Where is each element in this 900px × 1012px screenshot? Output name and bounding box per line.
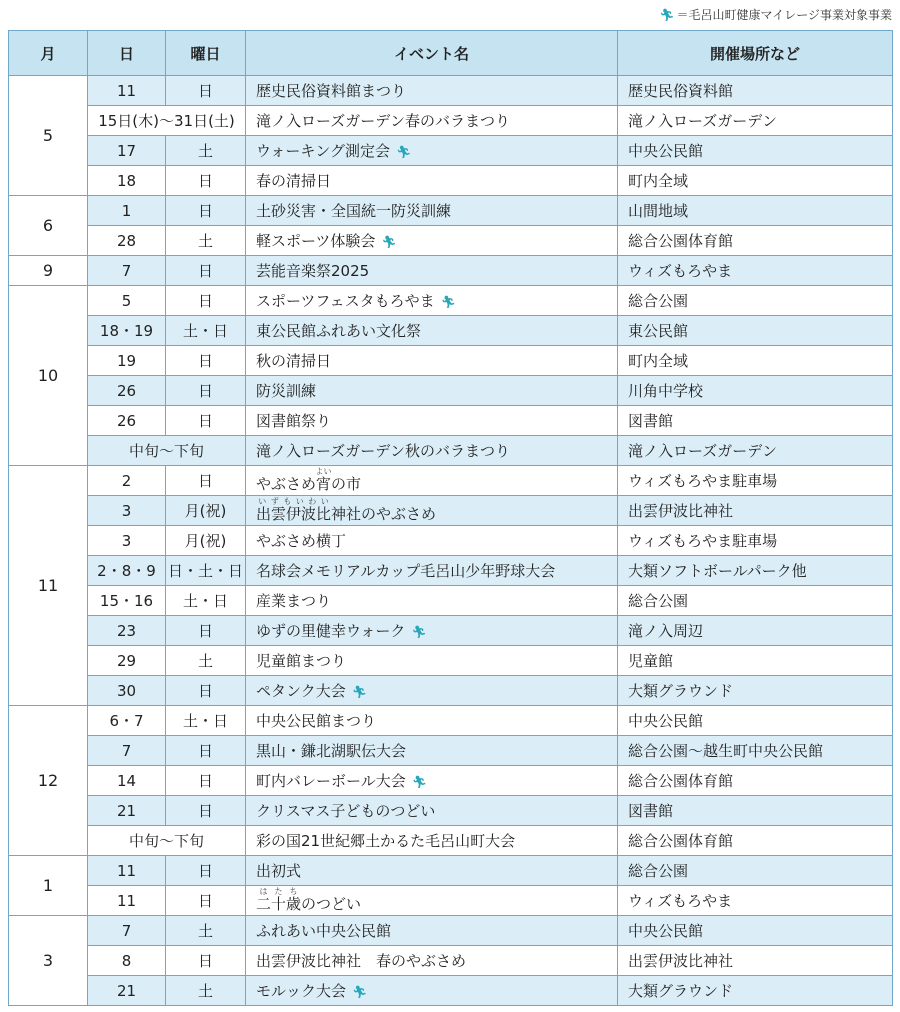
place-cell: 大類グラウンド <box>618 676 893 706</box>
table-row <box>9 316 893 346</box>
day-cell: 6・7 <box>88 706 166 736</box>
date-range-cell: 中旬～下旬 <box>88 826 246 856</box>
day-cell: 5 <box>88 286 166 316</box>
table-row <box>9 976 893 1006</box>
event-name-cell: 出雲伊波比いずもいわい神社のやぶさめ <box>246 496 618 526</box>
walking-points-icon: 🏃︎ <box>351 685 367 699</box>
event-name-cell: スポーツフェスタもろやま 🏃︎ <box>246 286 618 316</box>
month-cell: 3 <box>9 916 88 1006</box>
event-name-cell: モルック大会 🏃︎ <box>246 976 618 1006</box>
date-range-cell: 15日(木)～31日(土) <box>88 106 246 136</box>
event-name-cell: ウォーキング測定会 🏃︎ <box>246 136 618 166</box>
weekday-cell: 日 <box>166 676 246 706</box>
table-row <box>9 166 893 196</box>
place-cell: 出雲伊波比神社 <box>618 496 893 526</box>
place-cell: ウィズもろやま <box>618 256 893 286</box>
day-cell: 15・16 <box>88 586 166 616</box>
event-name-cell: 産業まつり <box>246 586 618 616</box>
month-cell: 11 <box>9 466 88 706</box>
weekday-cell: 日 <box>166 886 246 916</box>
event-name-cell: 軽スポーツ体験会 🏃︎ <box>246 226 618 256</box>
table-row <box>9 286 893 316</box>
day-cell: 11 <box>88 856 166 886</box>
event-name-cell: 滝ノ入ローズガーデン秋のバラまつり <box>246 436 618 466</box>
weekday-cell: 月(祝) <box>166 526 246 556</box>
day-cell: 3 <box>88 496 166 526</box>
day-cell: 2 <box>88 466 166 496</box>
weekday-cell: 日 <box>166 346 246 376</box>
table-row <box>9 496 893 526</box>
month-cell: 12 <box>9 706 88 856</box>
place-cell: 歴史民俗資料館 <box>618 76 893 106</box>
table-row <box>9 466 893 496</box>
table-row <box>9 946 893 976</box>
table-row <box>9 346 893 376</box>
event-name-cell: 出初式 <box>246 856 618 886</box>
weekday-cell: 日・土・日 <box>166 556 246 586</box>
date-range-cell: 中旬～下旬 <box>88 436 246 466</box>
place-cell: 総合公園体育館 <box>618 766 893 796</box>
weekday-cell: 日 <box>166 856 246 886</box>
day-cell: 11 <box>88 886 166 916</box>
table-row <box>9 406 893 436</box>
walking-points-icon: 🏃︎ <box>659 7 675 22</box>
day-cell: 28 <box>88 226 166 256</box>
table-row <box>9 586 893 616</box>
weekday-cell: 日 <box>166 406 246 436</box>
month-cell: 6 <box>9 196 88 256</box>
weekday-cell: 日 <box>166 766 246 796</box>
day-cell: 8 <box>88 946 166 976</box>
table-row <box>9 706 893 736</box>
table-row <box>9 106 893 136</box>
event-name-cell: 出雲伊波比神社 春のやぶさめ <box>246 946 618 976</box>
day-cell: 18 <box>88 166 166 196</box>
place-cell: 図書館 <box>618 796 893 826</box>
event-name-cell: 町内バレーボール大会 🏃︎ <box>246 766 618 796</box>
weekday-cell: 日 <box>166 616 246 646</box>
place-cell: 山間地域 <box>618 196 893 226</box>
weekday-cell: 日 <box>166 796 246 826</box>
table-row <box>9 76 893 106</box>
event-name-cell: 土砂災害・全国統一防災訓練 <box>246 196 618 226</box>
month-cell: 10 <box>9 286 88 466</box>
day-cell: 21 <box>88 796 166 826</box>
event-name-cell: ペタンク大会 🏃︎ <box>246 676 618 706</box>
place-cell: 中央公民館 <box>618 916 893 946</box>
day-cell: 11 <box>88 76 166 106</box>
weekday-cell: 日 <box>166 196 246 226</box>
event-name-cell: 図書館祭り <box>246 406 618 436</box>
day-cell: 26 <box>88 376 166 406</box>
place-cell: 大類ソフトボールパーク他 <box>618 556 893 586</box>
table-row <box>9 436 893 466</box>
table-row <box>9 616 893 646</box>
place-cell: 総合公園 <box>618 856 893 886</box>
event-name-cell: 名球会メモリアルカップ毛呂山少年野球大会 <box>246 556 618 586</box>
weekday-cell: 土・日 <box>166 706 246 736</box>
header-month: 月 <box>9 31 88 76</box>
place-cell: 総合公園体育館 <box>618 826 893 856</box>
day-cell: 1 <box>88 196 166 226</box>
weekday-cell: 土 <box>166 226 246 256</box>
place-cell: 町内全域 <box>618 166 893 196</box>
walking-points-icon: 🏃︎ <box>440 295 456 309</box>
weekday-cell: 月(祝) <box>166 496 246 526</box>
place-cell: ウィズもろやま <box>618 886 893 916</box>
weekday-cell: 日 <box>166 466 246 496</box>
place-cell: 総合公園 <box>618 586 893 616</box>
walking-points-icon: 🏃︎ <box>381 235 397 249</box>
event-schedule-table <box>8 30 893 1006</box>
place-cell: 滝ノ入ローズガーデン <box>618 106 893 136</box>
walking-points-icon: 🏃︎ <box>395 145 412 159</box>
day-cell: 3 <box>88 526 166 556</box>
event-name-cell: クリスマス子どものつどい <box>246 796 618 826</box>
event-name-cell: 中央公民館まつり <box>246 706 618 736</box>
table-row <box>9 226 893 256</box>
event-name-cell: 春の清掃日 <box>246 166 618 196</box>
month-cell: 5 <box>9 76 88 196</box>
walking-points-icon: 🏃︎ <box>411 775 427 789</box>
table-row <box>9 196 893 226</box>
day-cell: 21 <box>88 976 166 1006</box>
event-name-cell: 彩の国21世紀郷土かるた毛呂山町大会 <box>246 826 618 856</box>
day-cell: 29 <box>88 646 166 676</box>
day-cell: 23 <box>88 616 166 646</box>
table-body <box>9 76 893 1006</box>
mileage-legend <box>659 6 892 23</box>
event-name-cell: 二十歳はたちのつどい <box>246 886 618 916</box>
day-cell: 17 <box>88 136 166 166</box>
table-row <box>9 256 893 286</box>
day-cell: 18・19 <box>88 316 166 346</box>
header-weekday: 曜日 <box>166 31 246 76</box>
place-cell: 出雲伊波比神社 <box>618 946 893 976</box>
place-cell: 図書館 <box>618 406 893 436</box>
weekday-cell: 土・日 <box>166 586 246 616</box>
event-name-cell: 児童館まつり <box>246 646 618 676</box>
weekday-cell: 土 <box>166 916 246 946</box>
table-row <box>9 676 893 706</box>
table-row <box>9 826 893 856</box>
table-header-row <box>9 31 893 76</box>
event-name-cell: 防災訓練 <box>246 376 618 406</box>
place-cell: 総合公園体育館 <box>618 226 893 256</box>
place-cell: 総合公園 <box>618 286 893 316</box>
event-name-cell: 秋の清掃日 <box>246 346 618 376</box>
day-cell: 7 <box>88 256 166 286</box>
walking-points-icon: 🏃︎ <box>411 625 427 639</box>
day-cell: 19 <box>88 346 166 376</box>
weekday-cell: 日 <box>166 166 246 196</box>
table-row <box>9 856 893 886</box>
place-cell: 滝ノ入周辺 <box>618 616 893 646</box>
day-cell: 7 <box>88 736 166 766</box>
place-cell: ウィズもろやま駐車場 <box>618 466 893 496</box>
place-cell: 滝ノ入ローズガーデン <box>618 436 893 466</box>
table-row <box>9 646 893 676</box>
place-cell: 総合公園～越生町中央公民館 <box>618 736 893 766</box>
weekday-cell: 土・日 <box>166 316 246 346</box>
table-row <box>9 136 893 166</box>
header-day: 日 <box>88 31 166 76</box>
weekday-cell: 日 <box>166 286 246 316</box>
weekday-cell: 日 <box>166 736 246 766</box>
weekday-cell: 土 <box>166 136 246 166</box>
table-row <box>9 766 893 796</box>
weekday-cell: 日 <box>166 256 246 286</box>
event-name-cell: 東公民館ふれあい文化祭 <box>246 316 618 346</box>
event-name-cell: やぶさめ横丁 <box>246 526 618 556</box>
walking-points-icon: 🏃︎ <box>352 985 368 999</box>
place-cell: 大類グラウンド <box>618 976 893 1006</box>
event-name-cell: ゆずの里健幸ウォーク 🏃︎ <box>246 616 618 646</box>
place-cell: 川角中学校 <box>618 376 893 406</box>
table-row <box>9 916 893 946</box>
table-row <box>9 796 893 826</box>
place-cell: ウィズもろやま駐車場 <box>618 526 893 556</box>
day-cell: 26 <box>88 406 166 436</box>
event-name-cell: ふれあい中央公民館 <box>246 916 618 946</box>
weekday-cell: 土 <box>166 646 246 676</box>
event-name-cell: 歴史民俗資料館まつり <box>246 76 618 106</box>
place-cell: 児童館 <box>618 646 893 676</box>
header-event: イベント名 <box>246 31 618 76</box>
table-row <box>9 376 893 406</box>
legend-text: ＝毛呂山町健康マイレージ事業対象事業 <box>676 8 892 22</box>
day-cell: 30 <box>88 676 166 706</box>
event-name-cell: 滝ノ入ローズガーデン春のバラまつり <box>246 106 618 136</box>
weekday-cell: 土 <box>166 976 246 1006</box>
place-cell: 中央公民館 <box>618 136 893 166</box>
place-cell: 東公民館 <box>618 316 893 346</box>
place-cell: 町内全域 <box>618 346 893 376</box>
event-name-cell: 黒山・鎌北湖駅伝大会 <box>246 736 618 766</box>
weekday-cell: 日 <box>166 376 246 406</box>
table-row <box>9 526 893 556</box>
event-name-cell: やぶさめ宵よいの市 <box>246 466 618 496</box>
table-row <box>9 886 893 916</box>
weekday-cell: 日 <box>166 76 246 106</box>
event-name-cell: 芸能音楽祭2025 <box>246 256 618 286</box>
weekday-cell: 日 <box>166 946 246 976</box>
day-cell: 7 <box>88 916 166 946</box>
month-cell: 1 <box>9 856 88 916</box>
day-cell: 14 <box>88 766 166 796</box>
place-cell: 中央公民館 <box>618 706 893 736</box>
table-row <box>9 556 893 586</box>
month-cell: 9 <box>9 256 88 286</box>
table-row <box>9 736 893 766</box>
header-place: 開催場所など <box>618 31 893 76</box>
day-cell: 2・8・9 <box>88 556 166 586</box>
